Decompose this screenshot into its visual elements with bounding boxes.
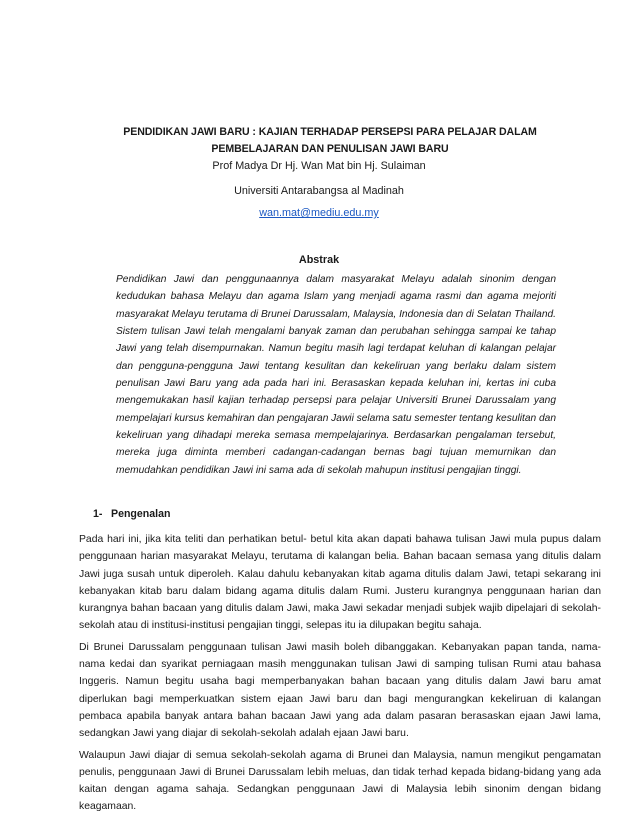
- author-name: Prof Madya Dr Hj. Wan Mat bin Hj. Sulaiman: [212, 160, 426, 172]
- abstract-heading: Abstrak: [298, 254, 340, 266]
- author-affiliation: Universiti Antarabangsa al Madinah: [234, 185, 404, 197]
- section-body: [79, 531, 601, 820]
- body-paragraph: Walaupun Jawi diajar di semua sekolah-sekolah agama di Brunei dan Malaysia, namun mengikut pengamatan penulis, penggunaan Jawi di Brunei Darussalam lebih meluas, dan tidak terhad kepada bidang-bidang yang ada kaitan dengan agama sahaja. Sedangkan penggunaan Jawi di Malaysia lebih sinonim dengan bidang keagamaan.: [79, 749, 601, 813]
- section-number: 1-: [93, 508, 103, 520]
- body-paragraph: Pada hari ini, jika kita teliti dan perhatikan betul- betul kita akan dapati bahawa tulisan Jawi mula pupus dalam penggunaan harian masyarakat Melayu, terutama di kalangan belia. Bahan bacaan semasa yang ditulis dalam Jawi juga susah untuk diperoleh. Kalau dahulu kebanyakan kitab agama ditulis dalam Jawi, tetapi sekarang ini kebanyakan kitab baru dalam bidang agama ditulis dalam Rumi. Justeru kurangnya penggunaan harian dan kurangnya bahan bacaan yang ditulis dalam Jawi, maka Jawi sekadar menjadi subjek wajib dipelajari di sekolah-sekolah atau di institusi-institusi pengajian tinggi, selepas itu ia dilupakan begitu sahaja.: [79, 534, 601, 632]
- section-title: Pengenalan: [111, 508, 171, 520]
- author-email-link[interactable]: wan.mat@mediu.edu.my: [259, 207, 379, 219]
- paper-title: PENDIDIKAN JAWI BARU : KAJIAN TERHADAP PERSEPSI PARA PELAJAR DALAM PEMBELAJARAN DAN PENULISAN JAWI BARU: [123, 126, 537, 155]
- body-paragraph: Di Brunei Darussalam penggunaan tulisan Jawi masih boleh dibanggakan. Kebanyakan papan tanda, nama-nama kedai dan syarikat perniagaan masih menggunakan tulisan Jawi di samping tulisan Rumi atau bahasa Inggeris. Namun begitu usaha bagi memperbanyakan bahan bacaan yang ditulis dalam Jawi baru amat diperlukan bagi memperkuatkan sistem ejaan Jawi baru dan bagi mengurangkan kekeliruan di kalangan pembaca apabila banyak antara bahan bacaan Jawi yang ada dalam pasaran berasaskan ejaan Jawi lama, sedangkan Jawi yang diajar di sekolah-sekolah adalah ejaan Jawi baru.: [79, 641, 601, 740]
- abstract-body: [116, 271, 556, 479]
- abstract-text: Pendidikan Jawi dan penggunaannya dalam masyarakat Melayu adalah sinonim dengan kedudukan bahasa Melayu dan agama Islam yang menjadi agama rasmi dan agama mejoriti masyarakat Melayu terutama di Brunei Darussalam, Malaysia, Indonesia dan di Selatan Thailand. Sistem tulisan Jawi telah mengalami banyak zaman dan perubahan sehingga sampai ke tahap Jawi yang telah disempurnakan. Namun begitu masih lagi terdapat keluhan di kalangan pelajar dan pengguna-pengguna Jawi tentang kesulitan dan kekeliruan yang berlaku dalam sistem penulisan Jawi Baru yang ada pada hari ini. Berasaskan kepada keluhan ini, kertas ini cuba mengemukakan hasil kajian terhadap persepsi para pelajar Universiti Brunei Darussalam yang mempelajari kursus kemahiran dan pengajaran Jawii selama satu semester tentang kesulitan dan kekeliruan yang dihadapi mereka semasa mempelajarinya. Berdasarkan pengalaman tersebut, mereka juga diminta memberi cadangan-cadangan bernas bagi tujuan memurnikan dan memudahkan pendidikan Jawi ini sama ada di sekolah mahupun institusi pengajian tinggi.: [116, 274, 556, 476]
- section-heading: [93, 507, 170, 521]
